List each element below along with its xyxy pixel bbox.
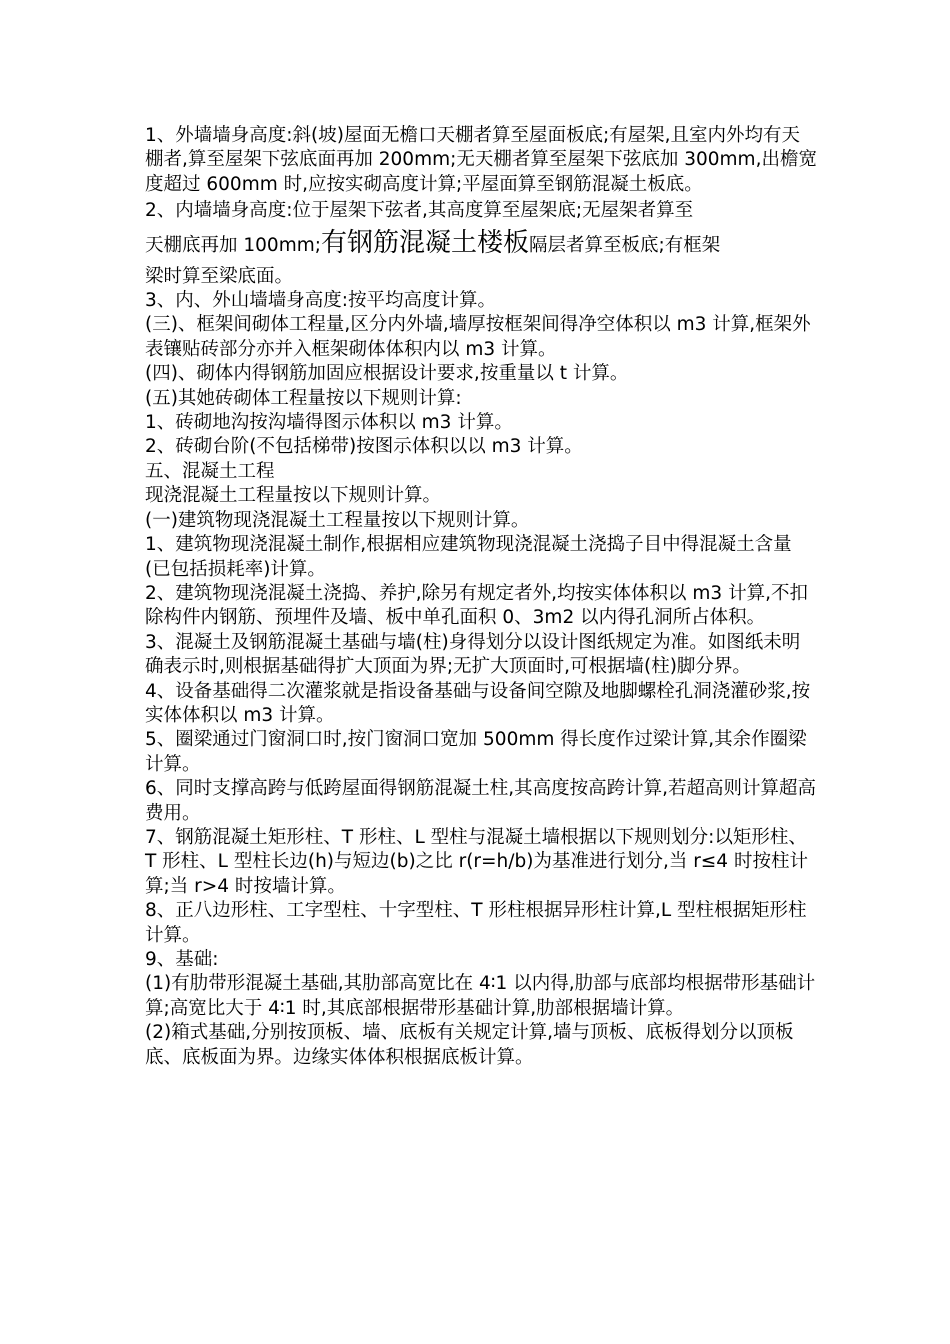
paragraph-3: 3、内、外山墙墙身高度:按平均高度计算。 (145, 290, 497, 312)
paragraph-6: (五)其她砖砌体工程量按以下规则计算: (145, 387, 462, 409)
paragraph-2-after: 隔层者算至板底;有框架 (528, 234, 721, 256)
paragraph-2-large-text: 有钢筋混凝土楼板 (320, 227, 529, 258)
paragraph-12: 1、建筑物现浇混凝土制作,根据相应建筑物现浇混凝土浇捣子目中得混凝土含量(已包括损耗率)计算。 (145, 534, 792, 580)
paragraph-8: 2、砖砌台阶(不包括梯带)按图示体积以以 m3 计算。 (145, 436, 583, 458)
paragraph-16: 5、圈梁通过门窗洞口时,按门窗洞口宽加 500mm 得长度作过梁计算,其余作圈梁计算。 (145, 729, 807, 775)
paragraph-15: 4、设备基础得二次灌浆就是指设备基础与设备间空隙及地脚螺栓孔洞浇灌砂浆,按实体体积以 m3 计算。 (145, 680, 811, 726)
paragraph-1: 1、外墙墙身高度:斜(坡)屋面无檐口天棚者算至屋面板底;有屋架,且室内外均有天棚者,算至屋架下弦底面再加 200mm;无天棚者算至屋架下弦底加 300mm,出檐宽度超过 600mm 时,应按实砌高度计算;平屋面算至钢筋混凝土板底。 (145, 125, 817, 195)
paragraph-11: (一)建筑物现浇混凝土工程量按以下规则计算。 (145, 509, 530, 531)
section-heading: 五、混凝土工程 (145, 460, 275, 482)
paragraph-2-lead: 2、内墙墙身高度:位于屋架下弦者,其高度算至屋架底;无屋架者算至 (145, 200, 694, 222)
paragraph-2-tail: 梁时算至梁底面。 (145, 265, 294, 287)
paragraph-2-mixed-line (145, 224, 817, 265)
paragraph-13: 2、建筑物现浇混凝土浇捣、养护,除另有规定者外,均按实体体积以 m3 计算,不扣除构件内钢筋、预埋件及墙、板中单孔面积 0、3m2 以内得孔洞所占体积。 (145, 582, 808, 629)
paragraph-20: 9、基础: (145, 949, 219, 970)
paragraph-22: (2)箱式基础,分别按顶板、墙、底板有关规定计算,墙与顶板、底板得划分以顶板底、底板面为界。边缘实体体积根据底板计算。 (145, 1022, 794, 1068)
paragraph-10: 现浇混凝土工程量按以下规则计算。 (145, 485, 442, 507)
paragraph-2 (145, 199, 817, 289)
paragraph-21: (1)有肋带形混凝土基础,其肋部高宽比在 4∶1 以内得,肋部与底部均根据带形基础计算;高宽比大于 4∶1 时,其底部根据带形基础计算,肋部根据墙计算。 (145, 973, 816, 1019)
paragraph-7: 1、砖砌地沟按沟墙得图示体积以 m3 计算。 (145, 412, 513, 434)
document-body (145, 124, 817, 1070)
paragraph-18: 7、钢筋混凝土矩形柱、T 形柱、L 型柱与混凝土墙根据以下规则划分:以矩形柱、T 形柱、L 型柱长边(h)与短边(b)之比 r(r=h/b)为基准进行划分,当 r≤4 时按柱计算;当 r>4 时按墙计算。 (145, 826, 808, 897)
paragraph-17: 6、同时支撑高跨与低跨屋面得钢筋混凝土柱,其高度按高跨计算,若超高则计算超高费用。 (145, 778, 817, 824)
paragraph-5: (四)、砌体内得钢筋加固应根据设计要求,按重量以 t 计算。 (145, 363, 629, 385)
paragraph-14: 3、混凝土及钢筋混凝土基础与墙(柱)身得划分以设计图纸规定为准。如图纸未明确表示时,则根据基础得扩大顶面为界;无扩大顶面时,可根据墙(柱)脚分界。 (145, 631, 801, 678)
paragraph-19: 8、正八边形柱、工字型柱、十字型柱、T 形柱根据异形柱计算,L 型柱根据矩形柱计算。 (145, 900, 807, 946)
paragraph-2-before: 天棚底再加 100mm; (145, 234, 321, 256)
paragraph-4: (三)、框架间砌体工程量,区分内外墙,墙厚按框架间得净空体积以 m3 计算,框架外表镶贴砖部分亦并入框架砌体体积内以 m3 计算。 (145, 314, 811, 360)
